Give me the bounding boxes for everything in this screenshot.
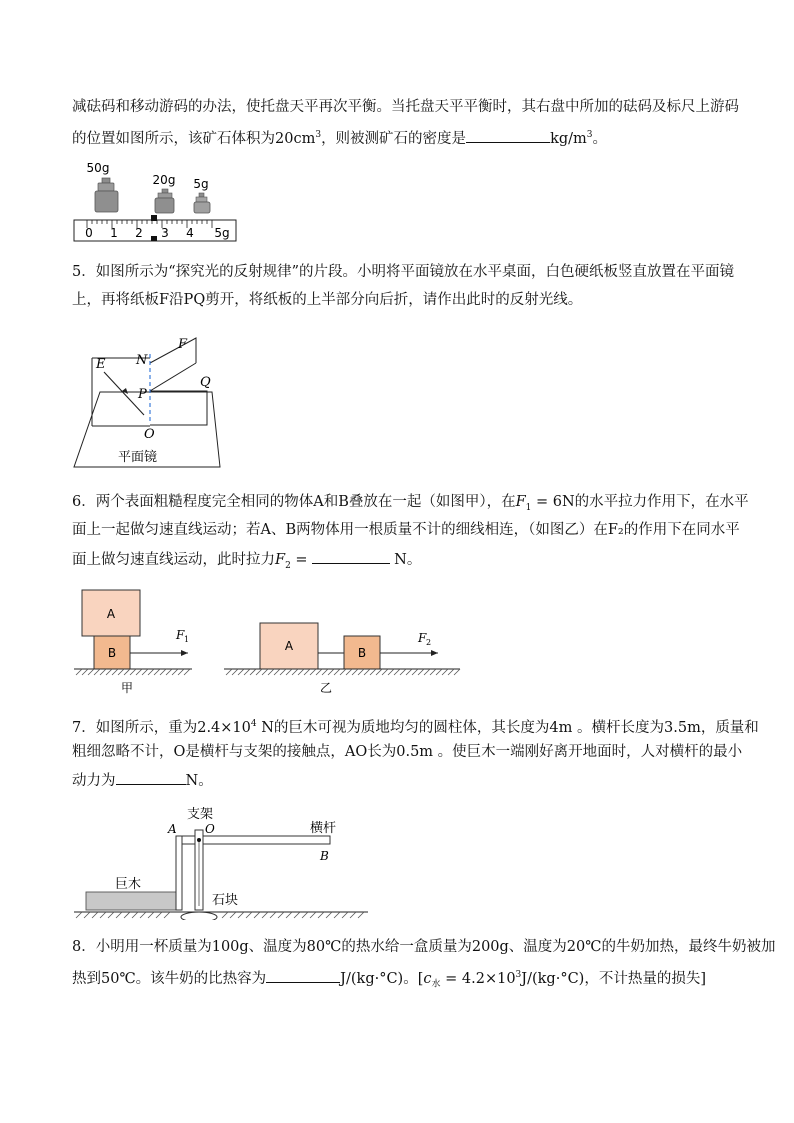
scale-tick-5g: 5g (214, 226, 230, 240)
weight-20g (155, 198, 174, 213)
force-f1-label: F (176, 628, 185, 642)
label-p: P (138, 387, 147, 402)
q5-text-line-1: 5．如图所示为“探究光的反射规律”的片段。小明将平面镜放在水平桌面，白色硬纸板竖直放置在平面镜 (72, 264, 735, 280)
q8-line2-end: J/(kg·°C)，不计热量的损失] (521, 970, 706, 987)
folded-board-f (150, 338, 196, 363)
block-b-linked-label: B (357, 646, 367, 660)
q6-force-symbol: F (515, 494, 526, 510)
q6-text-line-2: 面上一起做匀速直线运动；若A、B两物体用一根质量不计的细线相连，（如图乙）在F₂的作用下在同水平 (72, 522, 740, 538)
label-n: N (136, 353, 148, 368)
lever-label: 横杆 (310, 821, 337, 836)
q6-text-line-3 (72, 549, 421, 576)
q8-c-subscript: 水 (431, 979, 441, 990)
block-a-stacked-label: A (106, 607, 116, 621)
q8-answer-blank[interactable] (266, 968, 340, 983)
label-e: E (96, 357, 106, 372)
q6-line1-end: = 6N的水平拉力作用下，在水平 (531, 494, 749, 510)
support-label: 支架 (186, 807, 214, 822)
q6-equals: = (290, 552, 308, 568)
block-a-linked-label: A (284, 639, 294, 653)
q4-answer-blank[interactable] (466, 128, 550, 143)
q8-text-line-1: 8．小明用一杯质量为100g、温度为80℃的热水给一盒质量为200g、温度为20℃的牛奶加热，最终牛奶被加 (72, 939, 776, 955)
force-f2-label: F (418, 631, 427, 645)
rider-top-marker (151, 215, 157, 221)
q7-line1-end: N的巨木可视为质地均匀的圆柱体，其长度为4m 。横杆长度为3.5m，质量和 (256, 719, 759, 736)
weight-label-5g: 5g (193, 177, 209, 191)
q6-text-line-1 (72, 492, 749, 518)
q6-unit: N。 (389, 552, 422, 568)
q7-text-line-1 (72, 714, 759, 738)
pivot-o (197, 838, 201, 842)
log (86, 892, 176, 910)
q4-density-unit-exponent: 3 (586, 130, 593, 140)
point-o-label: O (205, 822, 215, 836)
q7-text-line-2: 粗细忽略不计，O是横杆与支架的接触点，AO长为0.5m 。使巨木一端刚好离开地面时，人对横杆的最小 (72, 744, 743, 760)
q7-line1-start: 7．如图所示，重为2.4×10 (72, 719, 251, 736)
weight-label-20g: 20g (152, 173, 176, 187)
log-label: 巨木 (114, 877, 142, 892)
label-q: Q (200, 375, 211, 390)
q6-line3-start: 面上做匀速直线运动，此时拉力 (72, 552, 275, 568)
q7-exponent: 4 (250, 719, 257, 729)
q7-text-line-3 (72, 770, 213, 791)
weight-label-50g: 50g (86, 161, 110, 175)
q4-line2-mid: ，则被测矿石的密度是 (321, 130, 467, 147)
lever-log-figure (72, 804, 372, 920)
rider-bottom-marker (151, 236, 157, 241)
q8-unit: J/(kg·°C)。[ (340, 970, 424, 987)
stone (181, 912, 217, 920)
scale-tick-1: 1 (110, 226, 118, 240)
q4-line2-start: 的位置如图所示，该矿石体积为20cm (72, 130, 316, 147)
point-b-label: B (320, 849, 329, 863)
board-f-lower (150, 391, 207, 425)
lever-vertical-post (176, 836, 182, 910)
q7-answer-blank[interactable] (116, 770, 186, 785)
caption-yi: 乙 (319, 681, 333, 695)
q7-unit: N。 (185, 773, 213, 789)
force-f1-subscript: 1 (184, 635, 190, 644)
block-b-stacked-label: B (107, 646, 117, 660)
scale-tick-0: 0 (85, 226, 93, 240)
q6-answer-blank[interactable] (312, 549, 390, 564)
q8-exponent: 3 (515, 970, 522, 980)
q7-line3-start: 动力为 (72, 773, 116, 789)
q8-c-symbol: c (423, 970, 432, 987)
q8-equation: = 4.2×10 (440, 970, 516, 987)
lever-bar (182, 836, 330, 844)
q6-force-subscript: 1 (525, 502, 532, 513)
reflection-figure (72, 328, 232, 472)
point-a-label: A (168, 822, 177, 836)
q4-text-line-2 (72, 125, 607, 149)
caption-jia: 甲 (120, 681, 134, 695)
q4-line2-end: 。 (592, 130, 607, 147)
stone-label: 石块 (212, 893, 239, 908)
q5-text-line-2: 上，再将纸板F沿PQ剪开，将纸板的上半部分向后折，请作出此时的反射光线。 (72, 292, 583, 308)
q4-text-line-1: 减砝码和移动游码的办法，使托盘天平再次平衡。当托盘天平平衡时，其右盘中所加的砝码及标尺上游码 (72, 99, 739, 115)
q6-line1-start: 6．两个表面粗糙程度完全相同的物体A和B叠放在一起（如图甲），在 (72, 494, 516, 510)
weight-5g (194, 202, 210, 213)
scale-tick-3: 3 (161, 226, 169, 240)
q8-text-line-2 (72, 965, 706, 995)
weight-50g (95, 191, 118, 212)
q6-force2-subscript: 2 (285, 560, 291, 571)
q4-volume-unit-exponent: 3 (315, 130, 322, 140)
force-f2-subscript: 2 (426, 638, 432, 647)
q8-line2-start: 热到50℃。该牛奶的比热容为 (72, 970, 267, 987)
label-o: O (144, 427, 155, 442)
scale-tick-4: 4 (186, 226, 194, 240)
q4-density-unit: kg/m (550, 130, 587, 147)
friction-blocks-figure (72, 586, 472, 698)
label-f: F (178, 337, 188, 352)
q6-force2-symbol: F (275, 552, 286, 568)
balance-weights-figure (72, 158, 244, 244)
mirror-label: 平面镜 (118, 450, 158, 465)
scale-tick-2: 2 (135, 226, 143, 240)
